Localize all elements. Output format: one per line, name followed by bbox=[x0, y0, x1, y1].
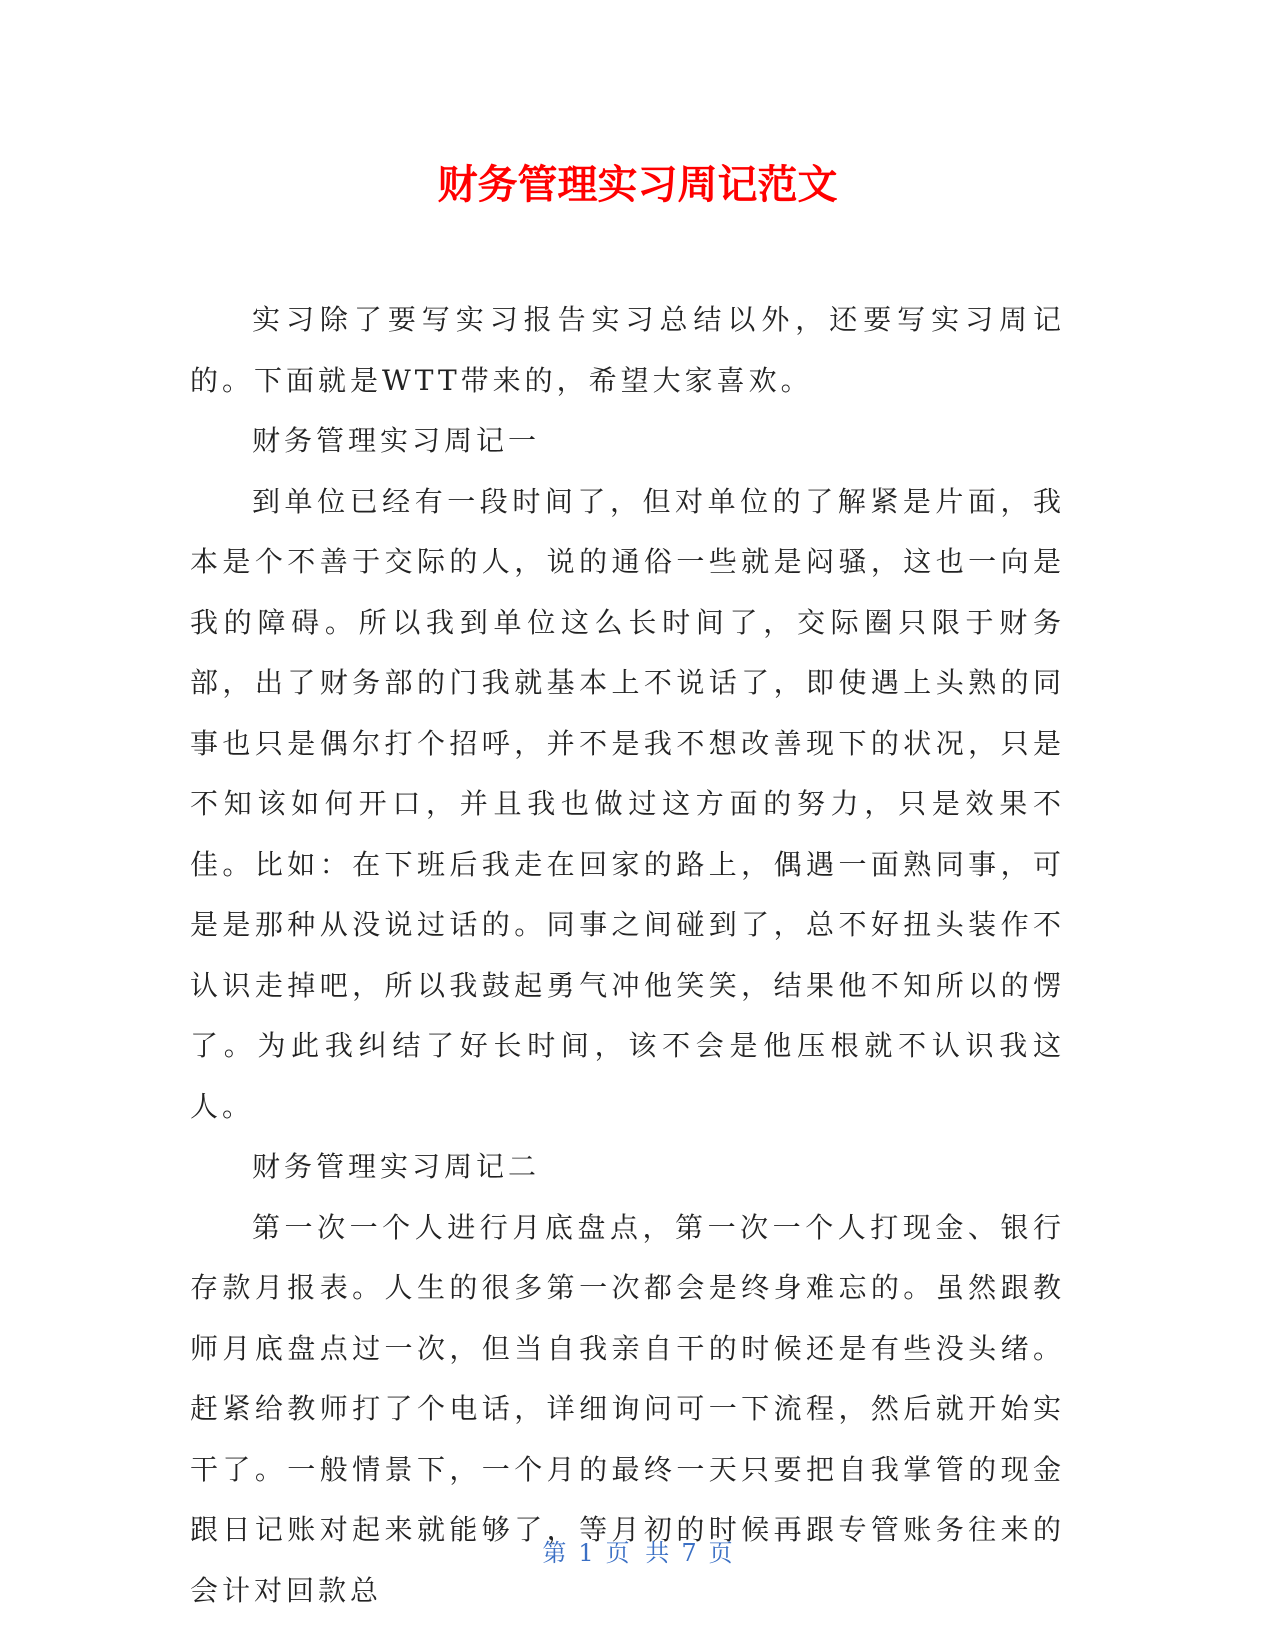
paragraph-week-2: 第一次一个人进行月底盘点，第一次一个人打现金、银行存款月报表。人生的很多第一次都会是终身难忘的。虽然跟教师月底盘点过一次，但当自我亲自干的时候还是有些没头绪。赶紧给教师打了个电话，详细询问可一下流程，然后就开始实干了。一般情景下，一个月的最终一天只要把自我掌管的现金跟日记账对起来就能够了，等月初的时候再跟专管账务往来的会计对回款总 bbox=[190, 1210, 1065, 1607]
section-heading-week-1: 财务管理实习周记一 bbox=[252, 424, 541, 457]
footer-label-page: 第 bbox=[542, 1539, 567, 1567]
footer-label-of: 页 共 bbox=[605, 1539, 670, 1567]
document-title: 财务管理实习周记范文 bbox=[437, 162, 838, 208]
paragraph-intro: 实习除了要写实习报告实习总结以外，还要写实习周记的。下面就是WTT带来的，希望大家喜欢。 bbox=[190, 303, 1065, 397]
footer-current-page: 1 bbox=[578, 1539, 594, 1567]
footer-total-pages: 7 bbox=[681, 1539, 697, 1567]
paragraph-week-1: 到单位已经有一段时间了，但对单位的了解紧是片面，我本是个不善于交际的人，说的通俗一些就是闷骚，这也一向是我的障碍。所以我到单位这么长时间了，交际圈只限于财务部，出了财务部的门我就基本上不说话了，即使遇上头熟的同事也只是偶尔打个招呼，并不是我不想改善现下的状况，只是不知该如何开口，并且我也做过这方面的努力，只是效果不佳。比如：在下班后我走在回家的路上，偶遇一面熟同事，可是是那种从没说过话的。同事之间碰到了，总不好扭头装作不认识走掉吧，所以我鼓起勇气冲他笑笑，结果他不知所以的愣了。为此我纠结了好长时间，该不会是他压根就不认识我这人。 bbox=[190, 484, 1065, 1123]
page-footer bbox=[0, 1538, 1275, 1568]
document-body bbox=[190, 290, 1065, 1621]
section-heading-week-2: 财务管理实习周记二 bbox=[252, 1150, 541, 1183]
footer-label-end: 页 bbox=[708, 1539, 733, 1567]
